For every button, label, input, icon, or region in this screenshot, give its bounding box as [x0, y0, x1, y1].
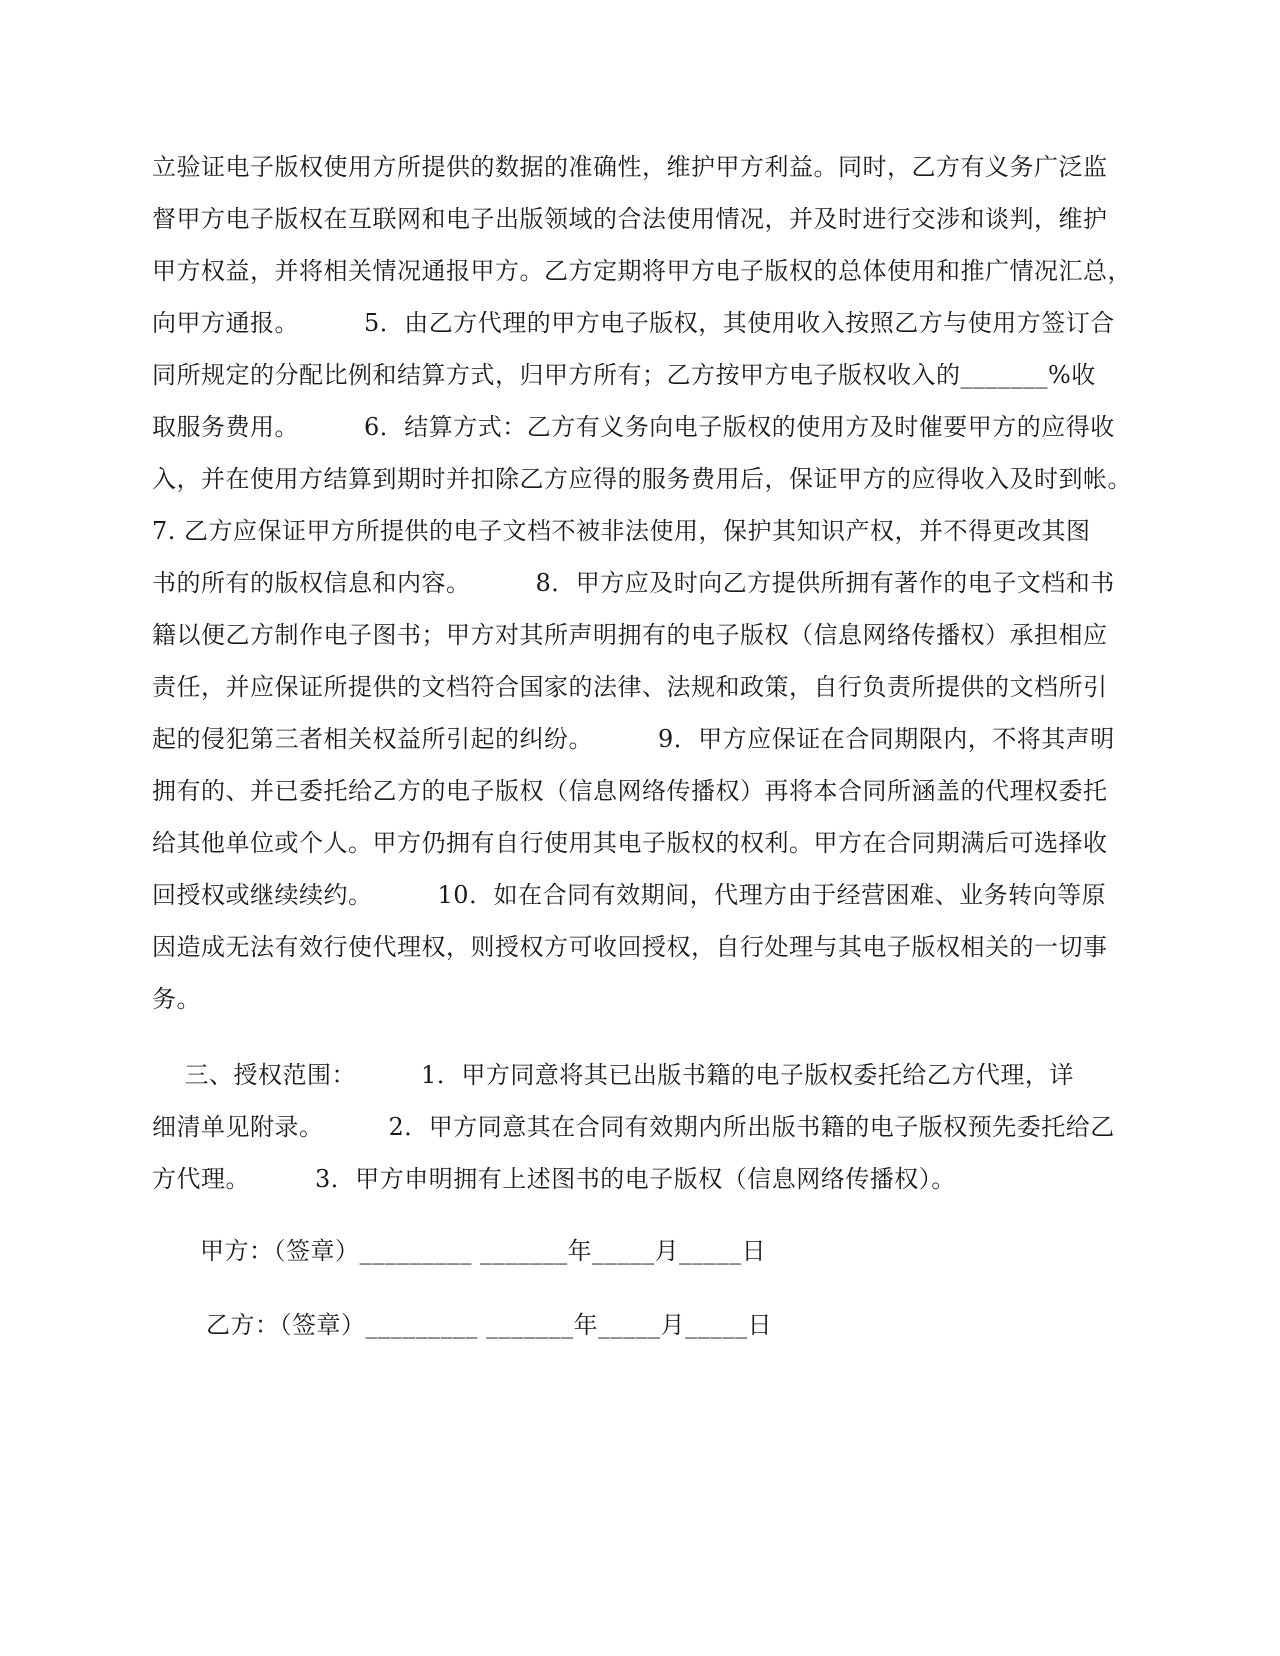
section3-line-1: 三、授权范围： 1．甲方同意将其已出版书籍的电子版权委托给乙方代理，详: [152, 1061, 1074, 1089]
signature-party-b: 乙方：（签章）_________ _______年_____月_____日: [206, 1311, 773, 1339]
body-line-12: 起的侵犯第三者相关权益所引起的纠纷。 9．甲方应保证在合同期限内，不将其声明: [152, 725, 1115, 753]
body-line-9: 书的所有的版权信息和内容。 8．甲方应及时向乙方提供所拥有著作的电子文档和书: [152, 569, 1115, 597]
body-line-4: 向甲方通报。 5．由乙方代理的甲方电子版权，其使用收入按照乙方与使用方签订合: [152, 309, 1115, 337]
body-line-2: 督甲方电子版权在互联网和电子出版领域的合法使用情况，并及时进行交涉和谈判，维护: [152, 205, 1108, 233]
body-line-3: 甲方权益，并将相关情况通报甲方。乙方定期将甲方电子版权的总体使用和推广情况汇总，: [152, 257, 1132, 285]
body-line-5: 同所规定的分配比例和结算方式，归甲方所有；乙方按甲方电子版权收入的_______%收: [152, 361, 1096, 389]
body-line-8: 7. 乙方应保证甲方所提供的电子文档不被非法使用，保护其知识产权，并不得更改其图: [152, 517, 1091, 545]
body-line-17: 务。: [152, 985, 201, 1013]
body-line-7: 入，并在使用方结算到期时并扣除乙方应得的服务费用后，保证甲方的应得收入及时到帐。: [152, 465, 1132, 493]
section3-line-3: 方代理。 3．甲方申明拥有上述图书的电子版权（信息网络传播权）。: [152, 1165, 956, 1193]
body-line-1: 立验证电子版权使用方所提供的数据的准确性，维护甲方利益。同时，乙方有义务广泛监: [152, 153, 1108, 181]
section3-line-2: 细清单见附录。 2．甲方同意其在合同有效期内所出版书籍的电子版权预先委托给乙: [152, 1113, 1115, 1141]
body-line-13: 拥有的、并已委托给乙方的电子版权（信息网络传播权）再将本合同所涵盖的代理权委托: [152, 777, 1108, 805]
body-line-6: 取服务费用。 6．结算方式：乙方有义务向电子版权的使用方及时催要甲方的应得收: [152, 413, 1115, 441]
body-line-16: 因造成无法有效行使代理权，则授权方可收回授权，自行处理与其电子版权相关的一切事: [152, 933, 1108, 961]
body-line-14: 给其他单位或个人。甲方仍拥有自行使用其电子版权的权利。甲方在合同期满后可选择收: [152, 829, 1108, 857]
body-line-11: 责任，并应保证所提供的文档符合国家的法律、法规和政策，自行负责所提供的文档所引: [152, 673, 1108, 701]
signature-party-a: 甲方：（签章）_________ _______年_____月_____日: [200, 1237, 767, 1265]
body-line-15: 回授权或继续续约。 10．如在合同有效期间，代理方由于经营困难、业务转向等原: [152, 881, 1107, 909]
body-line-10: 籍以便乙方制作电子图书；甲方对其所声明拥有的电子版权（信息网络传播权）承担相应: [152, 621, 1108, 649]
